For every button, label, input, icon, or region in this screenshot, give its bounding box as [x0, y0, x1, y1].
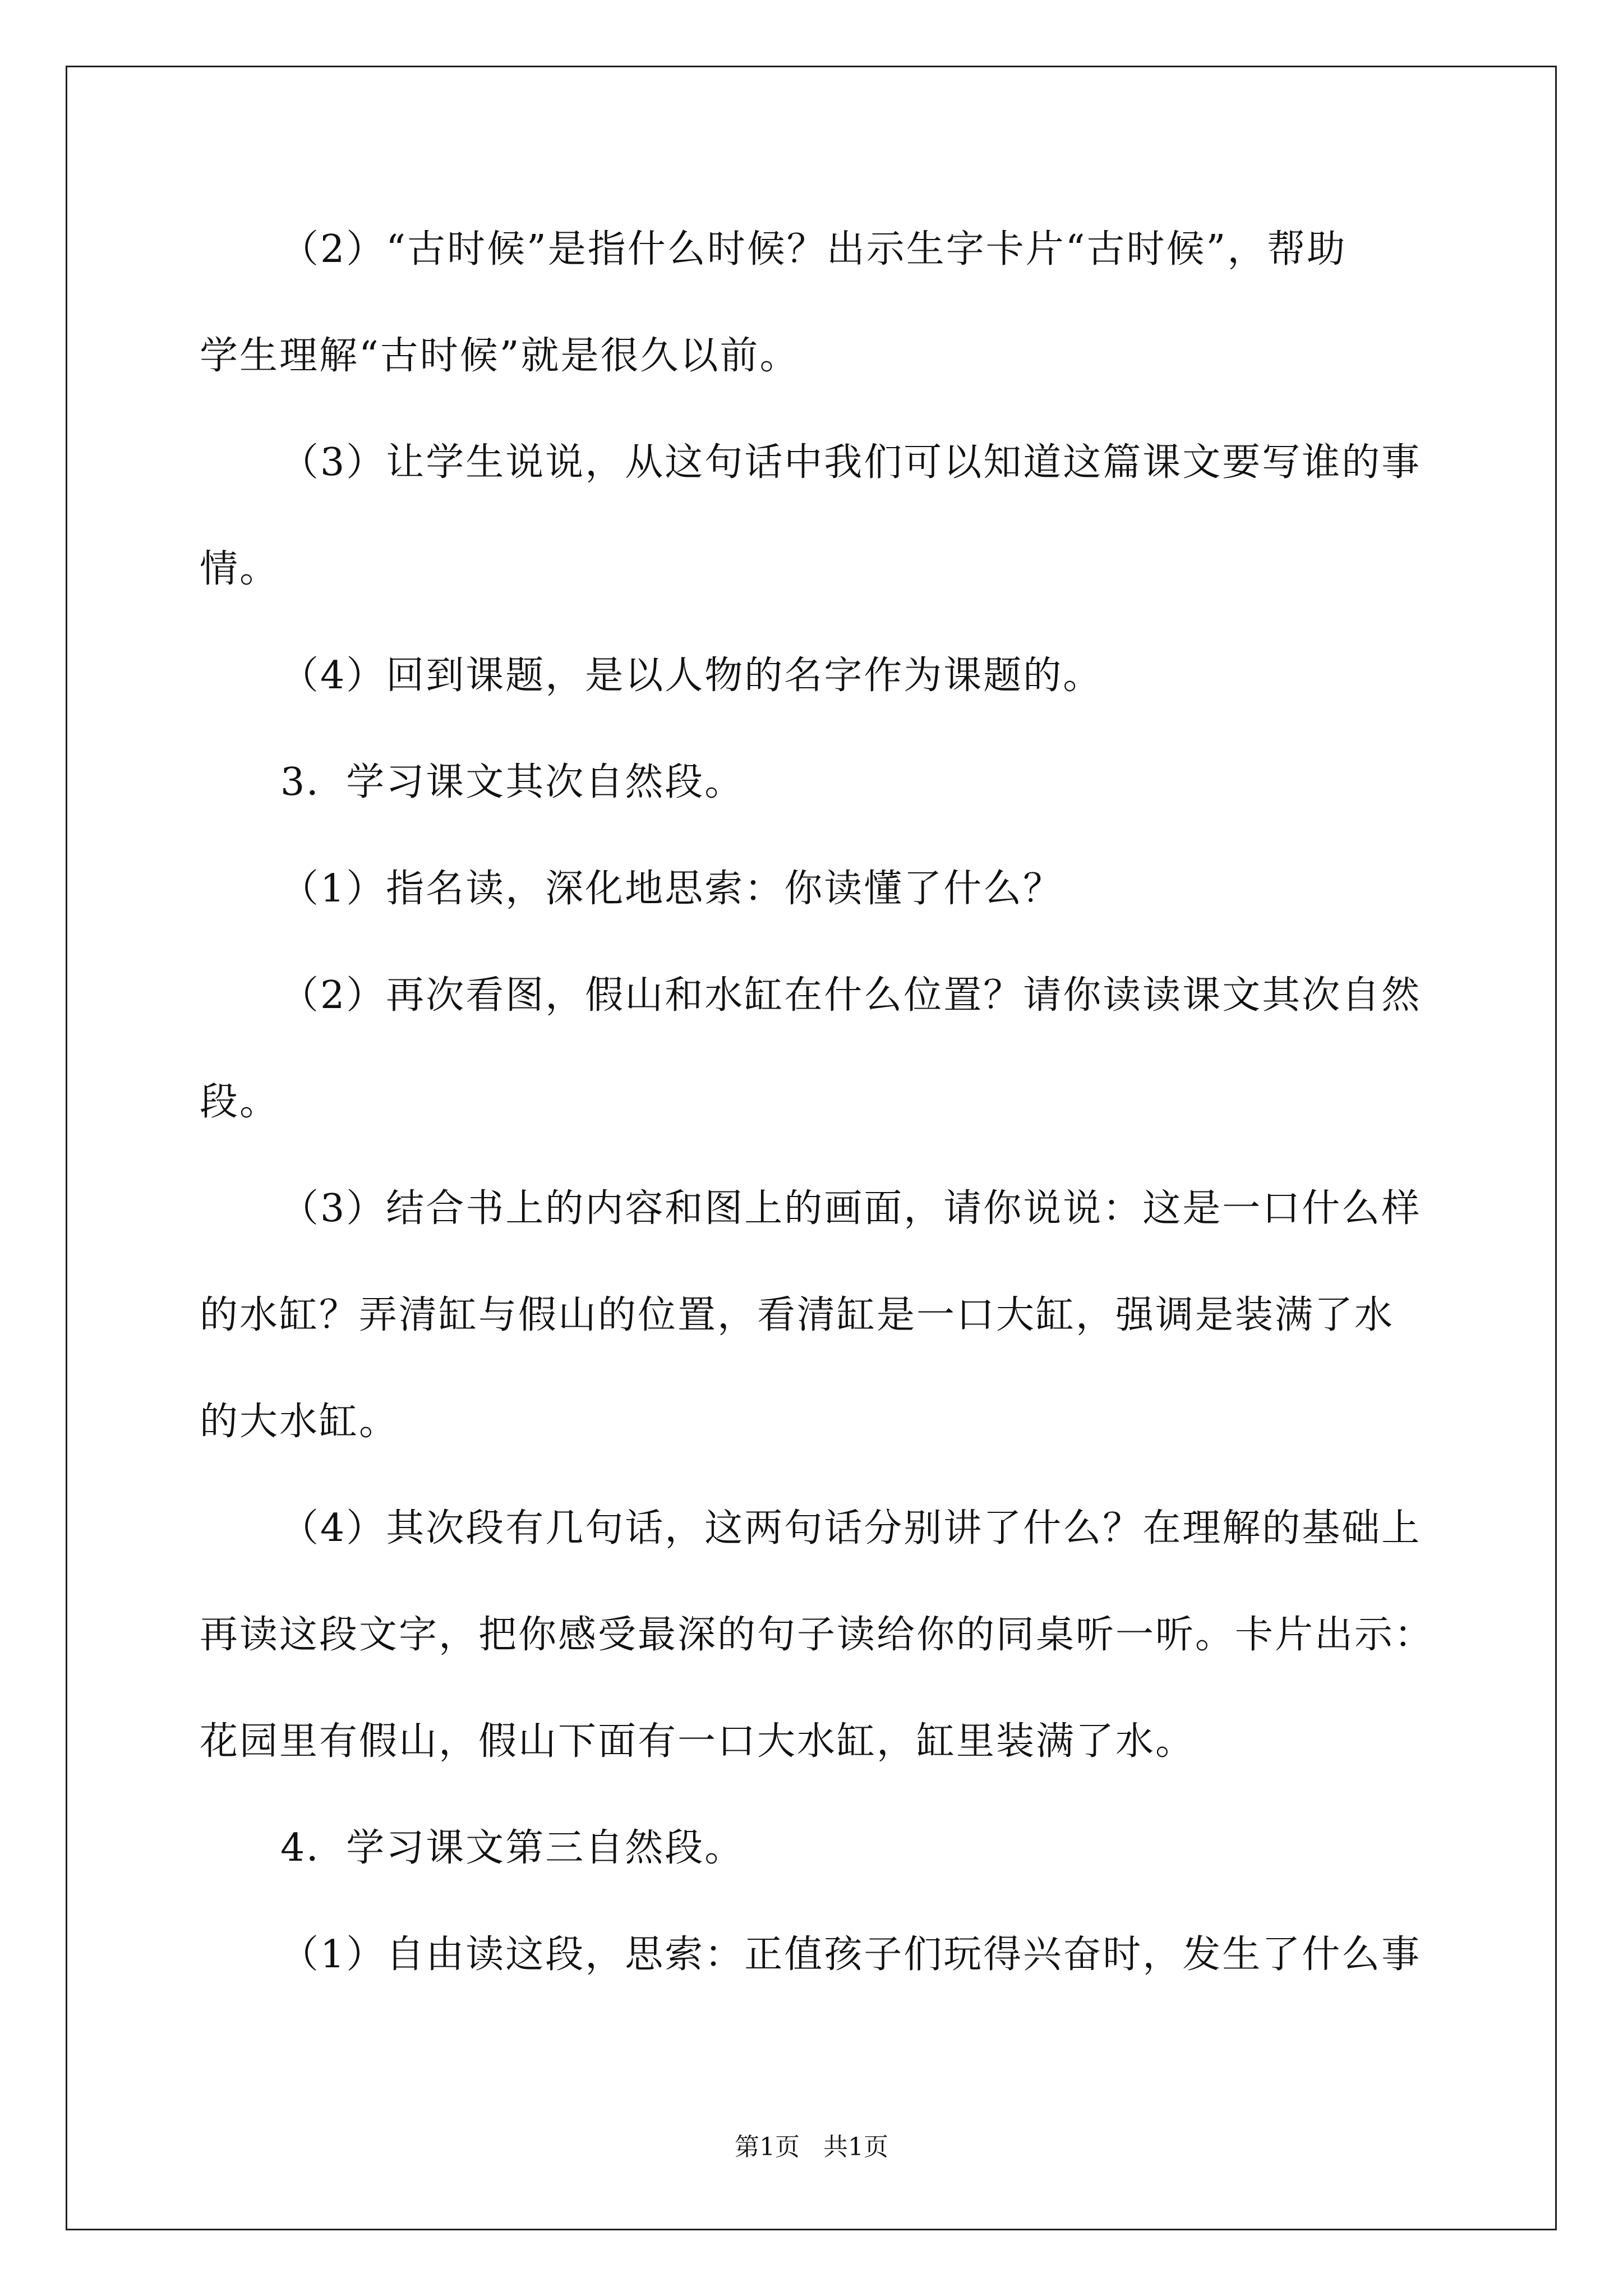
text-line: （3）结合书上的内容和图上的画面，请你说说：这是一口什么样	[280, 1186, 1422, 1231]
text-line: （3）让学生说说，从这句话中我们可以知道这篇课文要写谁的事	[280, 440, 1422, 485]
page-border	[66, 66, 1557, 2230]
text-line: 学生理解“古时候”就是很久以前。	[200, 334, 800, 378]
text-line: 4．学习课文第三自然段。	[280, 1826, 745, 1870]
text-line: （2）再次看图，假山和水缸在什么位置？请你读读课文其次自然	[280, 973, 1422, 1018]
text-line: 3．学习课文其次自然段。	[280, 760, 745, 804]
text-line: （4）回到课题，是以人物的名字作为课题的。	[280, 654, 1103, 698]
text-line: 的水缸？弄清缸与假山的位置，看清缸是一口大缸，强调是装满了水	[200, 1293, 1395, 1337]
text-line: （2）“古时候”是指什么时候？出示生字卡片“古时候”，帮助	[280, 227, 1347, 272]
text-line: 再读这段文字，把你感受最深的句子读给你的同桌听一听。卡片出示：	[200, 1613, 1435, 1657]
text-line: （1）指名读，深化地思索：你读懂了什么？	[280, 867, 1063, 911]
text-line: （4）其次段有几句话，这两句话分别讲了什么？在理解的基础上	[280, 1506, 1422, 1550]
text-line: 花园里有假山，假山下面有一口大水缸，缸里装满了水。	[200, 1719, 1196, 1764]
text-line: 情。	[200, 547, 280, 591]
page-number-footer: 第1页 共1页	[735, 2133, 888, 2161]
text-line: （1）自由读这段，思索：正值孩子们玩得兴奋时，发生了什么事	[280, 1932, 1422, 1977]
text-line: 段。	[200, 1080, 280, 1124]
text-line: 的大水缸。	[200, 1400, 399, 1444]
